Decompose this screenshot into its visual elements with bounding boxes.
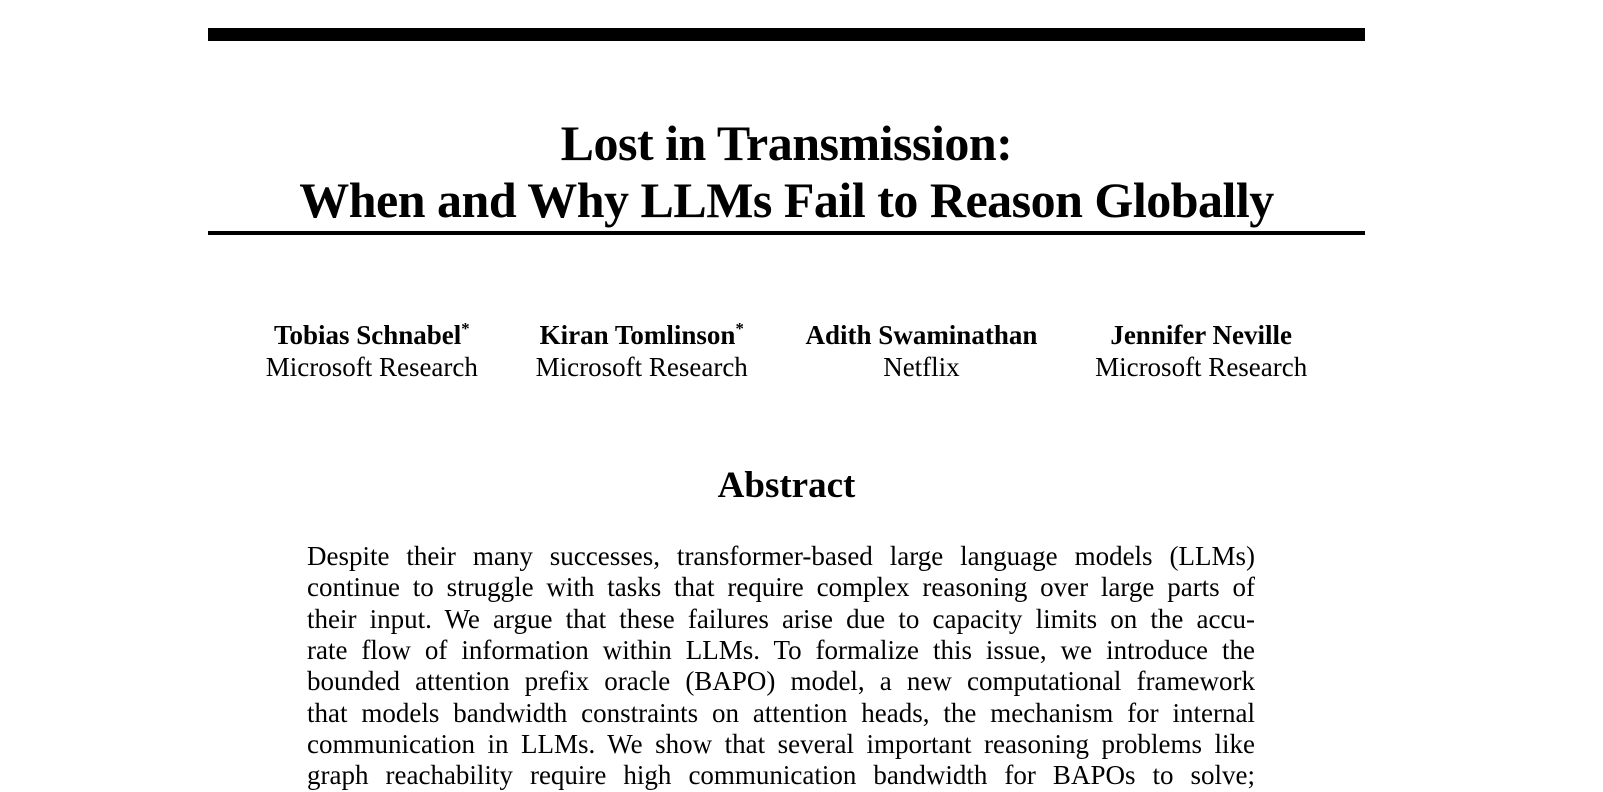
abstract-body (307, 541, 1255, 792)
abstract-line: that models bandwidth constraints on attention heads, the mechanism for internal (307, 697, 1255, 728)
paper-content-column (208, 0, 1365, 791)
author-name-text: Kiran Tomlinson (539, 320, 736, 350)
abstract-heading: Abstract (717, 465, 856, 506)
author-name (1095, 320, 1307, 352)
author-name (806, 320, 1038, 352)
footnote-asterisk: * (735, 319, 744, 338)
author-name (536, 320, 748, 352)
abstract-line: rate flow of information within LLMs. To formalize this issue, we introduce the (307, 635, 1255, 666)
abstract-line: communication in LLMs. We show that several important reasoning problems like (307, 729, 1255, 760)
author-name-text: Adith Swaminathan (805, 320, 1038, 350)
footnote-asterisk: * (461, 319, 470, 338)
author-name-text: Tobias Schnabel (273, 320, 462, 350)
author (806, 320, 1038, 383)
paper-title-line2: When and Why LLMs Fail to Reason Globally (299, 171, 1274, 228)
author-affiliation: Netflix (883, 351, 960, 382)
abstract-line: their input. We argue that these failures arise due to capacity limits on the accu- (307, 603, 1255, 634)
author-name (266, 320, 478, 352)
author (266, 320, 478, 383)
abstract-line: bounded attention prefix oracle (BAPO) model, a new computational framework (307, 666, 1255, 697)
author (536, 320, 748, 383)
abstract-line-clipped: graph reachability require high communication bandwidth for BAPOs to solve; (307, 760, 1255, 791)
author-name-text: Jennifer Neville (1110, 320, 1293, 350)
paper-title (208, 115, 1365, 229)
author-affiliation: Microsoft Research (265, 351, 478, 382)
paper-title-line1: Lost in Transmission: (560, 114, 1013, 171)
author (1095, 320, 1307, 383)
abstract-line: Despite their many successes, transformer-based large language models (LLMs) (307, 541, 1255, 571)
title-rule-top (208, 28, 1365, 41)
abstract-line: continue to struggle with tasks that require complex reasoning over large parts of (307, 572, 1255, 603)
author-block (208, 320, 1365, 383)
author-affiliation: Microsoft Research (1095, 351, 1308, 382)
title-rule-bottom (208, 231, 1365, 235)
author-affiliation: Microsoft Research (535, 351, 748, 382)
